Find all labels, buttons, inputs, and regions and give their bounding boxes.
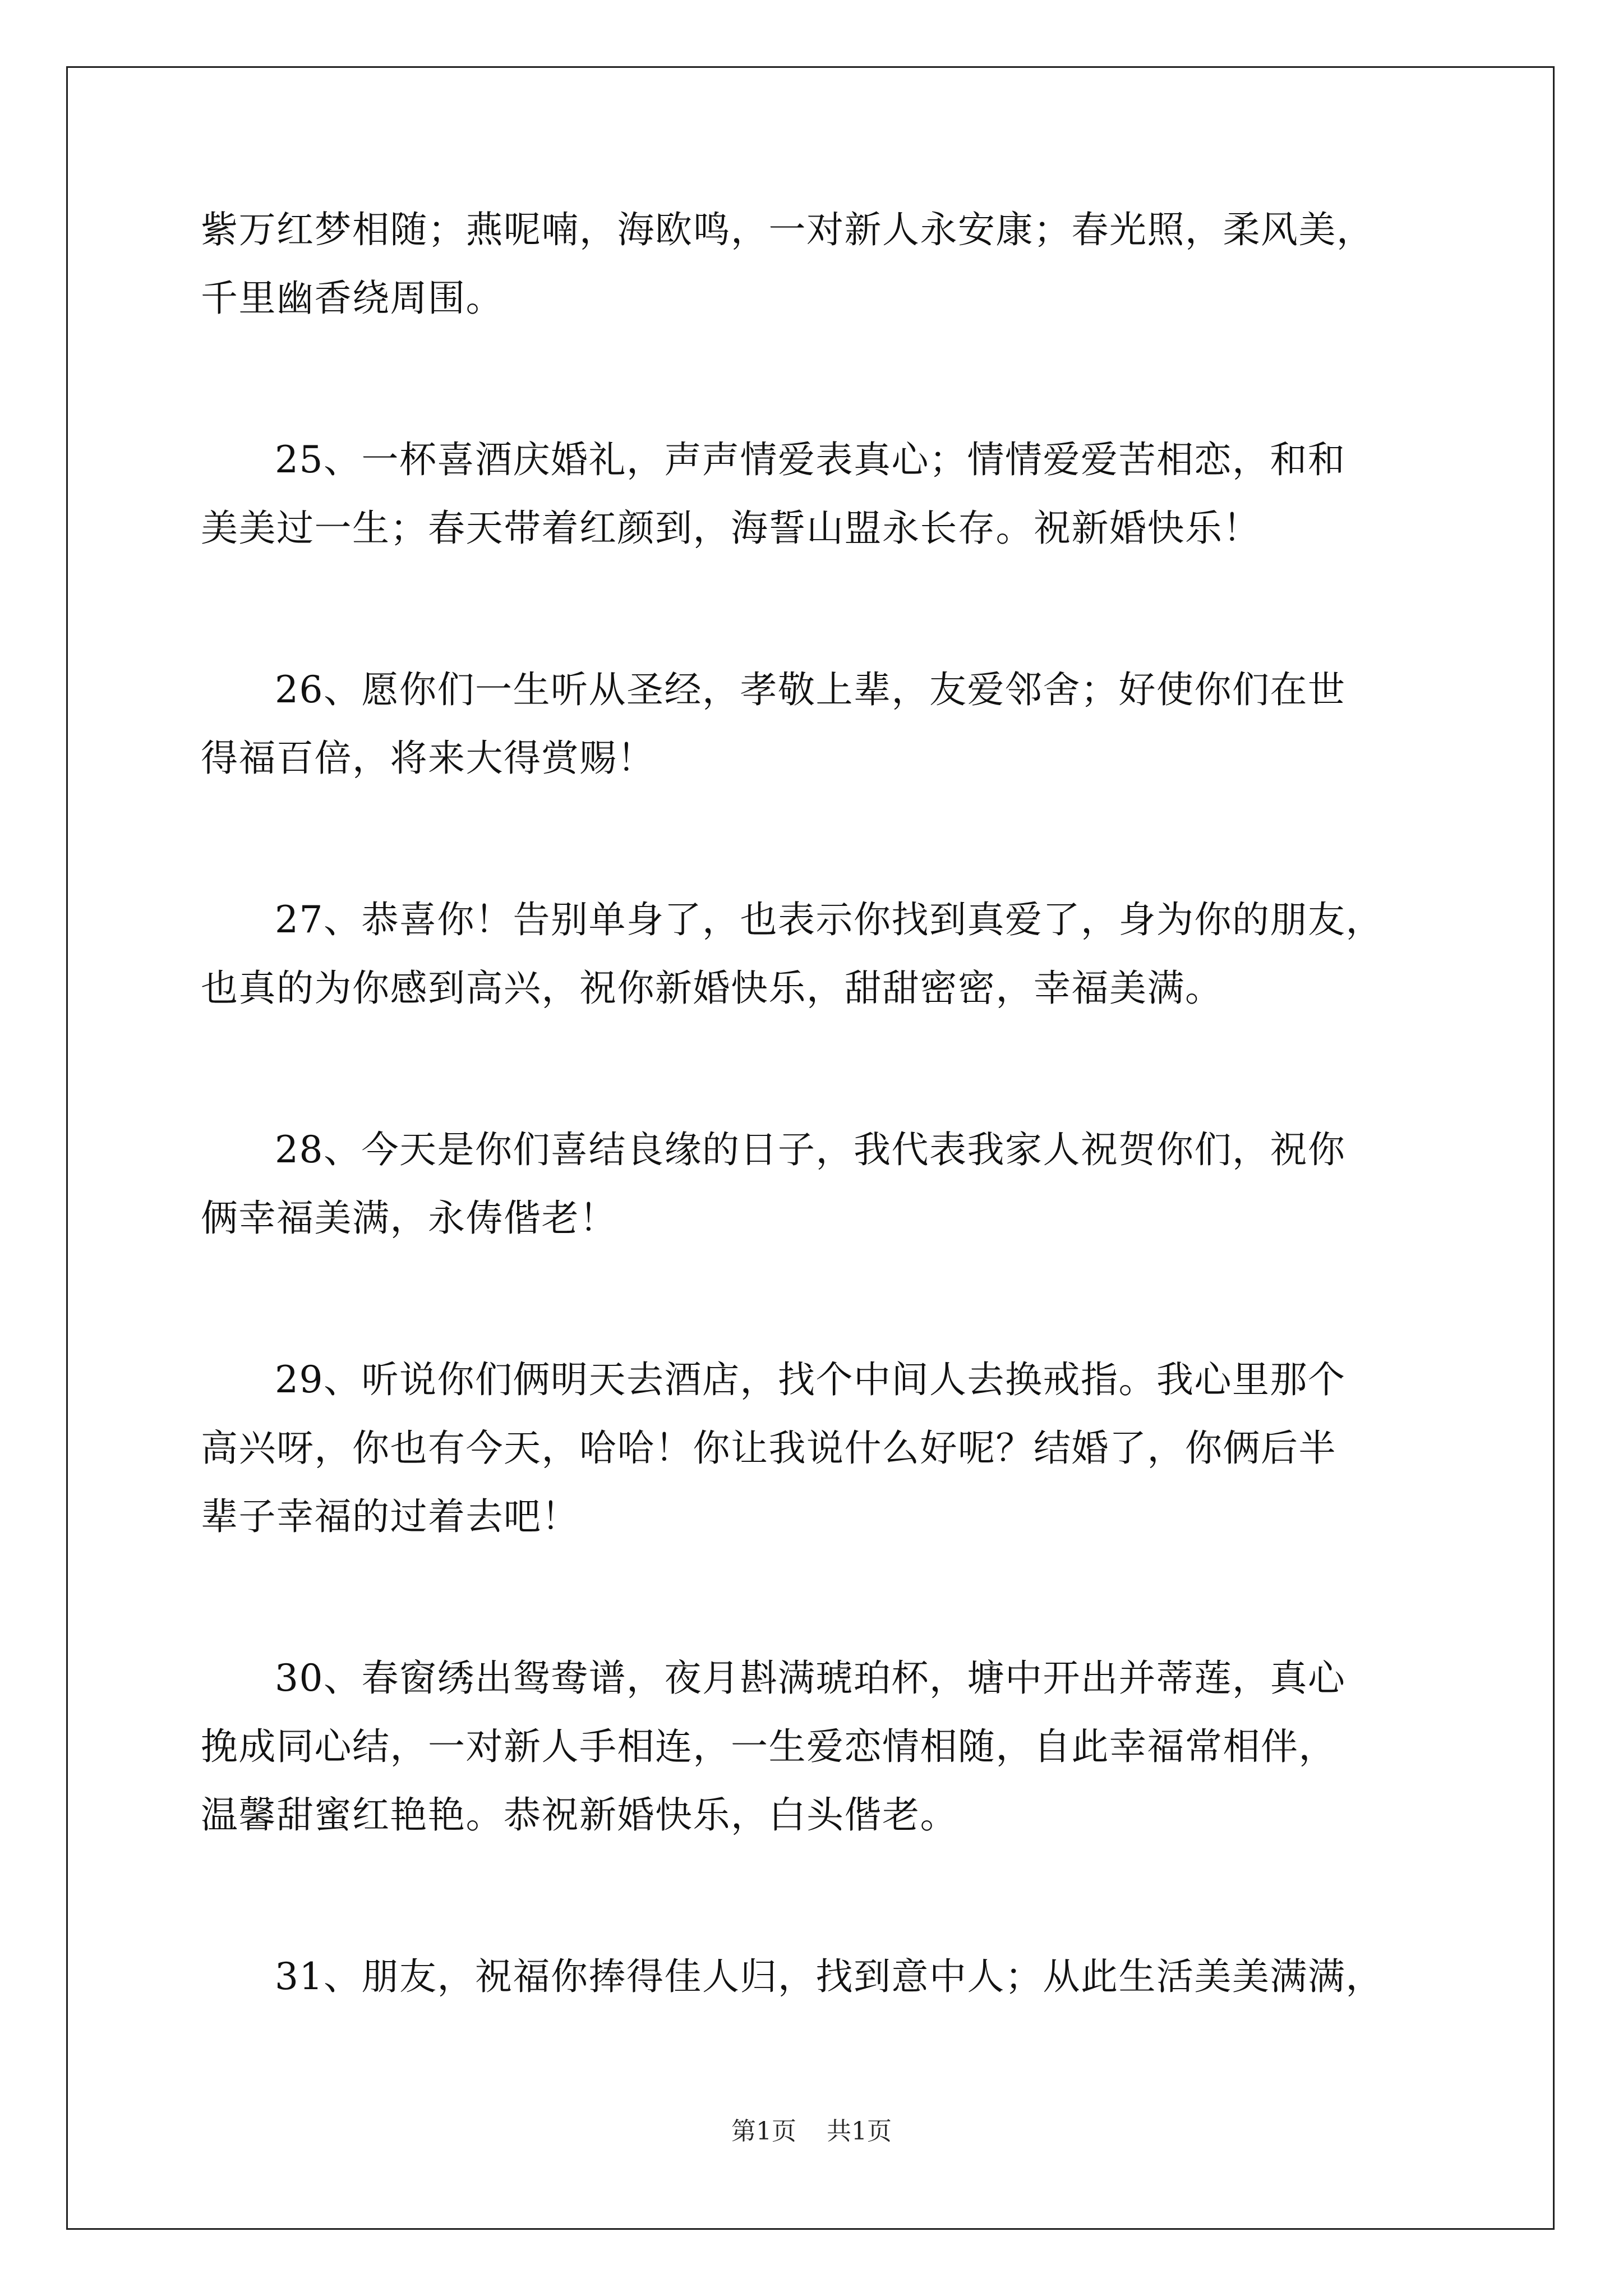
text-line: 也真的为你感到高兴，祝你新婚快乐，甜甜密密，幸福美满。	[201, 967, 1223, 1010]
paragraph-line: 28、今天是你们喜结良缘的日子，我代表我家人祝贺你们，祝你	[275, 1128, 1346, 1171]
page-number: 第1页	[731, 2117, 796, 2146]
text-line: 挽成同心结，一对新人手相连，一生爱恋情相随，自此幸福常相伴，	[201, 1725, 1336, 1768]
paragraph-line: 26、愿你们一生听从圣经，孝敬上辈，友爱邻舍；好使你们在世	[275, 668, 1346, 711]
page-total: 共1页	[827, 2117, 892, 2146]
text-line: 美美过一生；春天带着红颜到，海誓山盟永长存。祝新婚快乐！	[201, 507, 1261, 550]
text-line: 温馨甜蜜红艳艳。恭祝新婚快乐，白头偕老。	[201, 1793, 958, 1837]
text-line: 俩幸福美满，永俦偕老！	[201, 1197, 617, 1240]
paragraph-line: 29、听说你们俩明天去酒店，找个中间人去换戒指。我心里那个	[275, 1358, 1346, 1401]
paragraph-line: 31、朋友，祝福你捧得佳人归，找到意中人；从此生活美美满满，	[275, 1955, 1384, 1998]
text-line: 紫万红梦相随；燕呢喃，海欧鸣，一对新人永安康；春光照，柔风美，	[201, 208, 1375, 251]
text-line: 千里幽香绕周围。	[201, 277, 504, 320]
paragraph-line: 30、春窗绣出鸳鸯谱，夜月斟满琥珀杯，塘中开出并蒂莲，真心	[275, 1657, 1346, 1700]
paragraph-line: 27、恭喜你！告别单身了，也表示你找到真爱了，身为你的朋友，	[275, 898, 1384, 941]
paragraph-line: 25、一杯喜酒庆婚礼，声声情爱表真心；情情爱爱苦相恋，和和	[275, 438, 1346, 481]
text-line: 辈子幸福的过着去吧！	[201, 1495, 579, 1538]
text-line: 高兴呀，你也有今天，哈哈！你让我说什么好呢？结婚了，你俩后半	[201, 1427, 1336, 1470]
page-footer	[0, 2115, 1623, 2148]
text-line: 得福百倍，将来大得赏赐！	[201, 737, 655, 780]
